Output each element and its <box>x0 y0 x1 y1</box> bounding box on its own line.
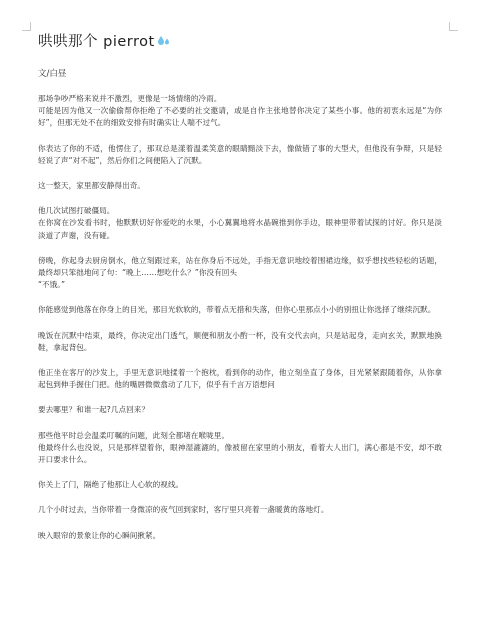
paragraph: 你关上了门，隔绝了他那让人心软的视线。 <box>38 480 184 490</box>
page-corner-mark <box>22 22 31 31</box>
paragraph: 几个小时过去，当你带着一身微凉的夜气回到家时，客厅里只亮着一盏暖黄的落地灯。 <box>38 505 329 515</box>
sweat-droplets-icon <box>157 35 171 47</box>
paragraph: 映入眼帘的景象让你的心瞬间揪紧。 <box>38 530 161 540</box>
paragraph: 你能感觉到他落在你身上的目光，那目光软软的，带着点无措和失落，但你心里那点小小的别扭让你选择了继续沉默。 <box>38 305 436 315</box>
paragraph: 要去哪里？和谁一起?几点回来？ <box>38 405 150 415</box>
document-title-row <box>38 30 442 51</box>
paragraph: 他几次试图打破僵局。 在你窝在沙发看书时，他默默切好你爱吃的水果，小心翼翼地将水晶碗推到你手边，眼神里带着试探的讨好。你只是淡淡道了声谢，没有碰。 <box>38 206 442 240</box>
paragraph: 那些他平时总会温柔叮嘱的问题，此刻全都堵在喉咙里。 他最终什么也没说，只是那样望着你，眼神湿漉漉的，像被留在家里的小朋友，看着大人出门，满心都是不安，却不敢开口要求什么。 <box>38 430 442 465</box>
page-corner-mark <box>449 22 458 31</box>
author-line: 文/白昼 <box>38 69 67 79</box>
paragraph: 傍晚，你起身去厨房倒水，他立刻跟过来，站在你身后不远处，手指无意识地绞着围裙边缘，似乎想找些轻松的话题，最终却只笨拙地问了句：“晚上……想吃什么？”你没有回头 “不饿。” <box>38 255 442 290</box>
paragraph: 这一整天，家里都安静得出奇。 <box>38 181 146 191</box>
paragraph: 那场争吵严格来说并不激烈，更像是一场情绪的冷雨。 可能是因为他又一次偷偷帮你拒绝了不必要的社交邀请，或是自作主张地替你决定了某些小事。他的初衷永远是“为你好”，但那无处不在的细致安排有时确实让人喘不过气。 <box>38 94 442 128</box>
paragraph: 你表达了你的不适，他愣住了，那双总是漾着温柔笑意的眼睛黯淡下去，像做错了事的大型犬，但他没有争辩，只是轻轻说了声“对不起”，然后你们之间便陷入了沉默。 <box>38 143 442 165</box>
paragraph: 他正坐在客厅的沙发上，手里无意识地揉着一个抱枕，看到你的动作，他立刻坐直了身体，目光紧紧跟随着你，从你拿起包到伸手握住门把。他的嘴唇微微翕动了几下，似乎有千言万语想问 <box>38 368 442 390</box>
paragraph: 晚饭在沉默中结束，最终，你决定出门透气，顺便和朋友小酌一杯，没有交代去向，只是站起身，走向玄关，默默地换鞋，拿起背包。 <box>38 330 442 352</box>
document-title: 哄哄那个 pierrot <box>38 34 155 50</box>
article-body <box>38 93 442 542</box>
